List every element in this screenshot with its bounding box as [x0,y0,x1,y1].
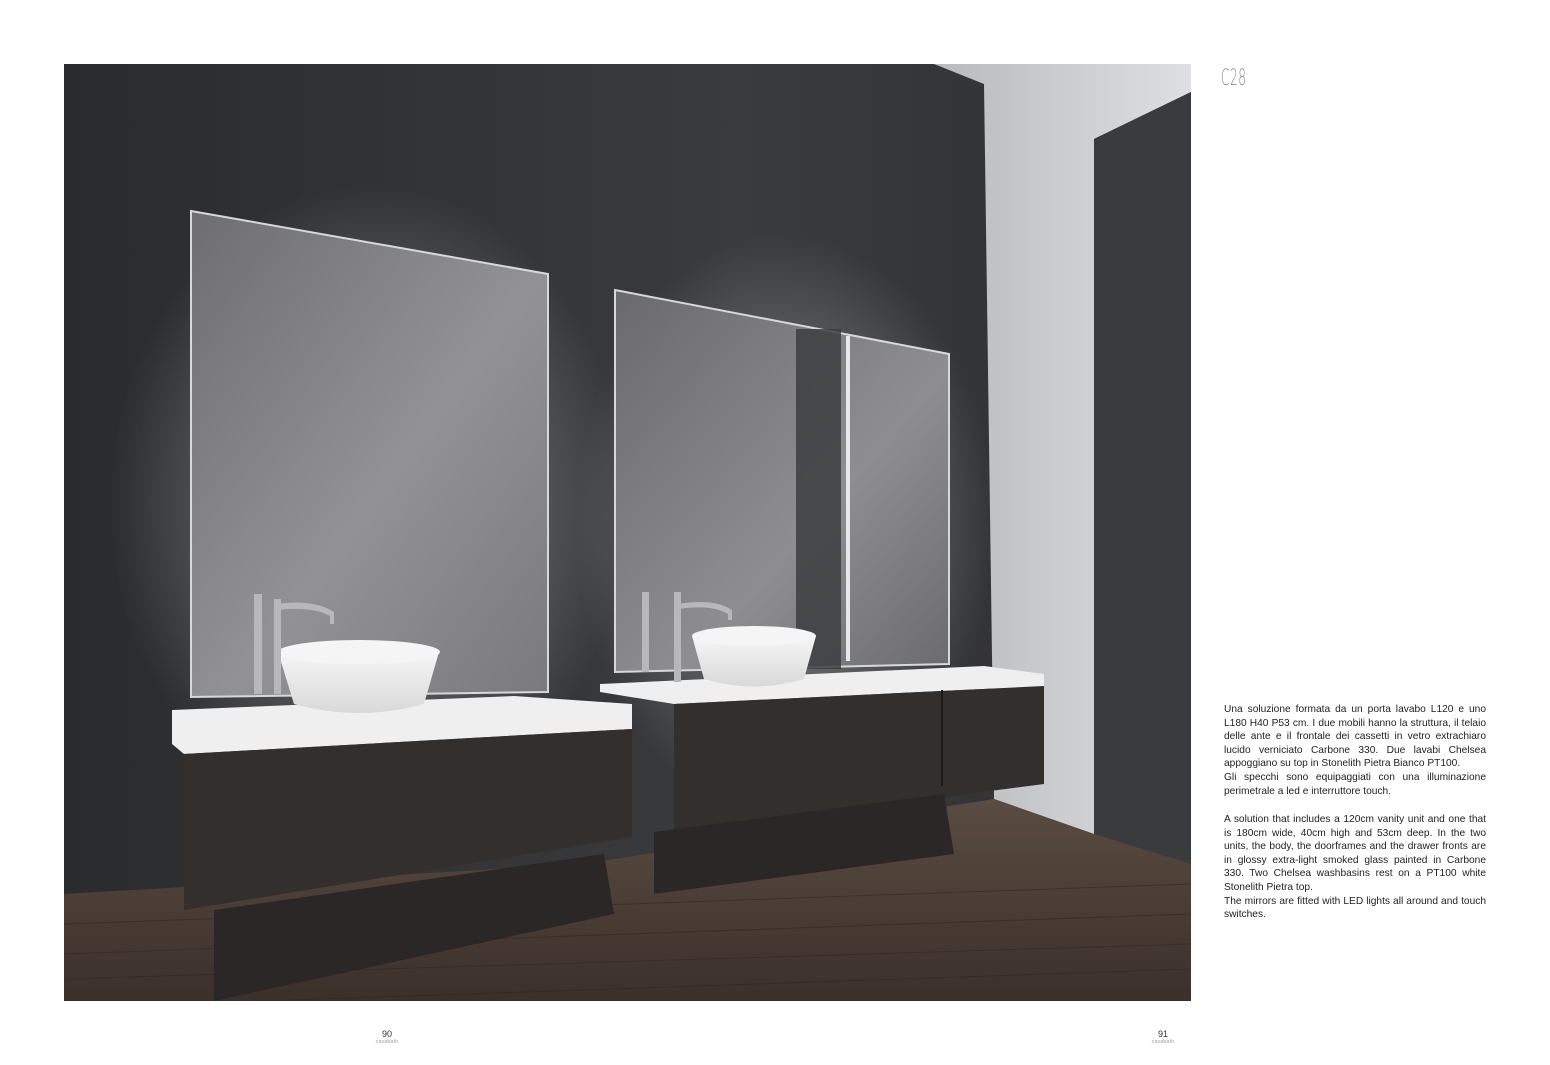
page-number-right [1133,1029,1193,1045]
product-photo [64,64,1191,1001]
page-number: 90 [381,1029,392,1039]
mirror-divider-light [846,336,850,661]
description-english-paragraph: A solution that includes a 120cm vanity unit and one that is 180cm wide, 40cm high and 53cm deep. In the two units, the body, the doorframes and the drawer fronts are in glossy extra-light smoked glass painted in Carbone 330. Two Chelsea washbasins rest on a PT100 white Stonelith Pietra top. [1224,814,1486,893]
brand-name: casabath [1151,1039,1175,1045]
description-italian-paragraph: Gli specchi sono equipaggiati con una illuminazione perimetrale a led e interruttore touch. [1224,771,1486,797]
page-number: 91 [1157,1029,1168,1039]
description-english-paragraph: The mirrors are fitted with LED lights all around and touch switches. [1224,895,1486,921]
page-number-left [357,1029,417,1045]
mirror-left [191,211,548,697]
description-english [1224,813,1486,922]
mirror-right [615,290,949,672]
description-italian-paragraph: Una soluzione formata da un porta lavabo L120 e uno L180 H40 P53 cm. I due mobili hanno la struttura, il telaio delle ante e il frontale dei cassetti in vetro extrachiaro lucido verniciato Carbone 330. Due lavabi Chelsea appoggiano su top in Stonelith Pietra Bianco PT100. [1224,704,1486,770]
product-code: C28 [1221,66,1247,91]
description-italian [1224,703,1486,798]
brand-name: casabath [375,1039,399,1045]
mirror-reflection-dark [796,329,841,669]
